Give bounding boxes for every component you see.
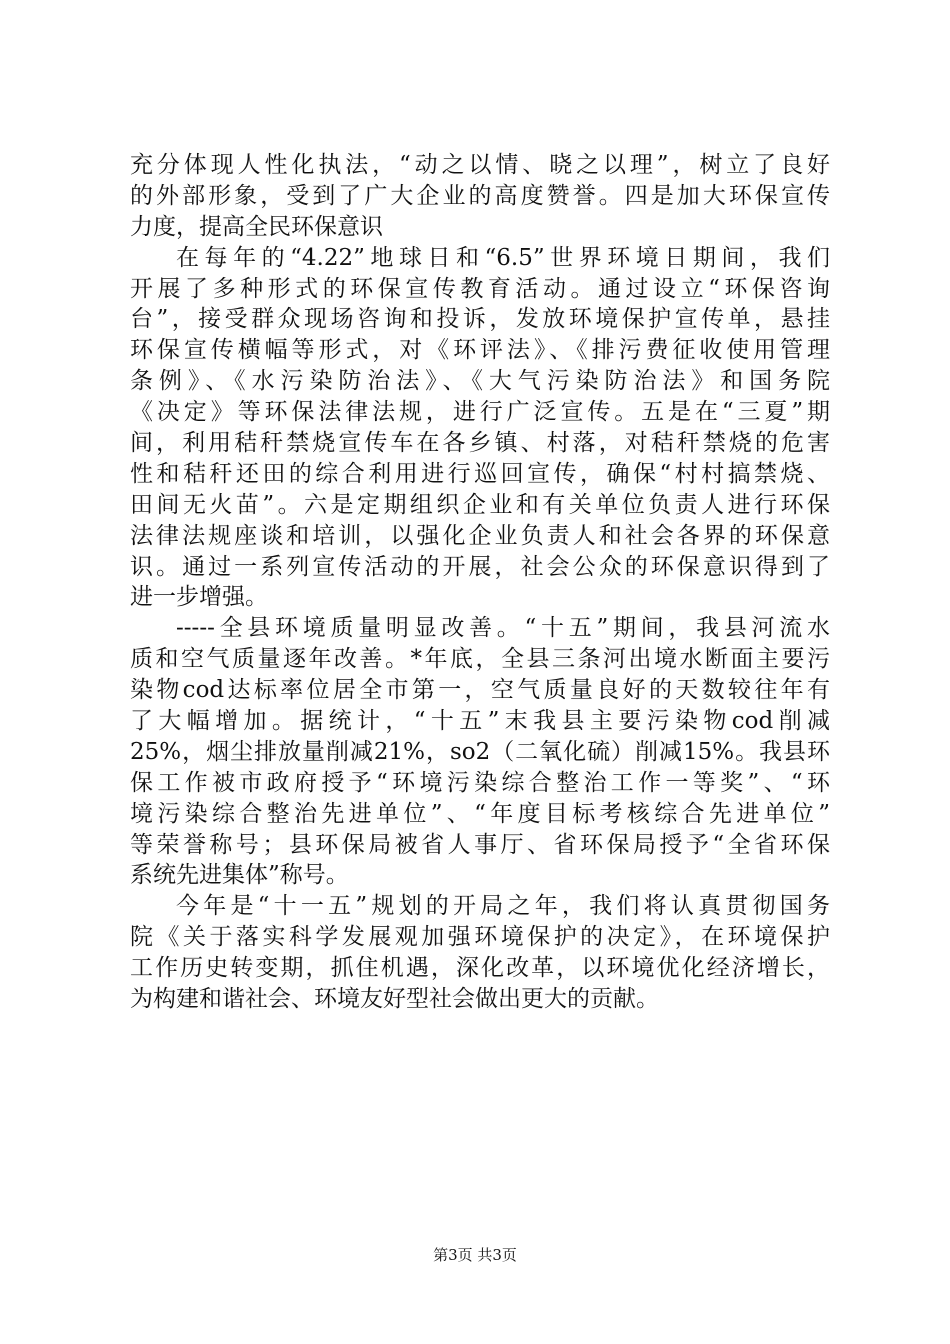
text-line: 力度，提高全民环保意识	[130, 213, 383, 240]
paragraph	[130, 891, 830, 1015]
text-line: 工作历史转变期，抓住机遇，深化改革，以环境优化经济增长，	[130, 955, 830, 982]
text-line: 系统先进集体”称号。	[130, 862, 349, 889]
text-line: 法律法规座谈和培训，以强化企业负责人和社会各界的环保意	[130, 522, 830, 549]
text-line: 《决定》等环保法律法规，进行广泛宣传。五是在“三夏”期	[130, 399, 830, 426]
text-line: 识。通过一系列宣传活动的开展，社会公众的环保意识得到了	[130, 553, 830, 580]
text-line: 田间无火苗”。六是定期组织企业和有关单位负责人进行环保	[130, 491, 830, 518]
text-line: 在每年的“4.22”地球日和“6.5”世界环境日期间，我们	[176, 244, 830, 271]
text-line: 院《关于落实科学发展观加强环境保护的决定》，在环境保护	[130, 924, 830, 951]
paragraph	[130, 150, 830, 243]
paragraph	[130, 243, 830, 614]
text-line: 境污染综合整治先进单位”、“年度目标考核综合先进单位”	[130, 800, 830, 827]
text-line: 质和空气质量逐年改善。*年底，全县三条河出境水断面主要污	[130, 646, 830, 673]
text-line: 染物cod达标率位居全市第一，空气质量良好的天数较往年有	[130, 677, 830, 704]
text-line: 的外部形象，受到了广大企业的高度赞誉。四是加大环保宣传	[130, 182, 830, 209]
text-line: 为构建和谐社会、环境友好型社会做出更大的贡献。	[130, 986, 659, 1013]
text-line: 等荣誉称号；县环保局被省人事厅、省环保局授予“全省环保	[130, 831, 830, 858]
text-line: 台”，接受群众现场咨询和投诉，发放环境保护宣传单，悬挂	[130, 306, 830, 333]
text-line: 进一步增强。	[130, 584, 268, 611]
text-line: 环保宣传横幅等形式，对《环评法》、《排污费征收使用管理	[130, 337, 830, 364]
text-line: 保工作被市政府授予“环境污染综合整治工作一等奖”、“环	[130, 769, 830, 796]
text-line: 充分体现人性化执法，“动之以情、晓之以理”，树立了良好	[130, 152, 830, 178]
text-line: 条例》、《水污染防治法》、《大气污染防治法》和国务院	[130, 368, 830, 395]
document-body	[130, 150, 830, 1015]
text-line: 今年是“十一五”规划的开局之年，我们将认真贯彻国务	[176, 893, 830, 920]
text-line: 了大幅增加。据统计，“十五”末我县主要污染物cod削减	[130, 708, 830, 735]
text-line: 间，利用秸秆禁烧宣传车在各乡镇、村落，对秸秆禁烧的危害	[130, 430, 830, 457]
text-line: 25%，烟尘排放量削减21%，so2（二氧化硫）削减15%。我县环	[130, 738, 830, 765]
text-line: 开展了多种形式的环保宣传教育活动。通过设立“环保咨询	[130, 275, 830, 302]
paragraph	[130, 613, 830, 891]
page-footer: 第3页 共3页	[433, 1246, 517, 1264]
text-line: -----全县环境质量明显改善。“十五”期间，我县河流水	[176, 615, 830, 642]
text-line: 性和秸秆还田的综合利用进行巡回宣传，确保“村村搞禁烧、	[130, 460, 830, 487]
